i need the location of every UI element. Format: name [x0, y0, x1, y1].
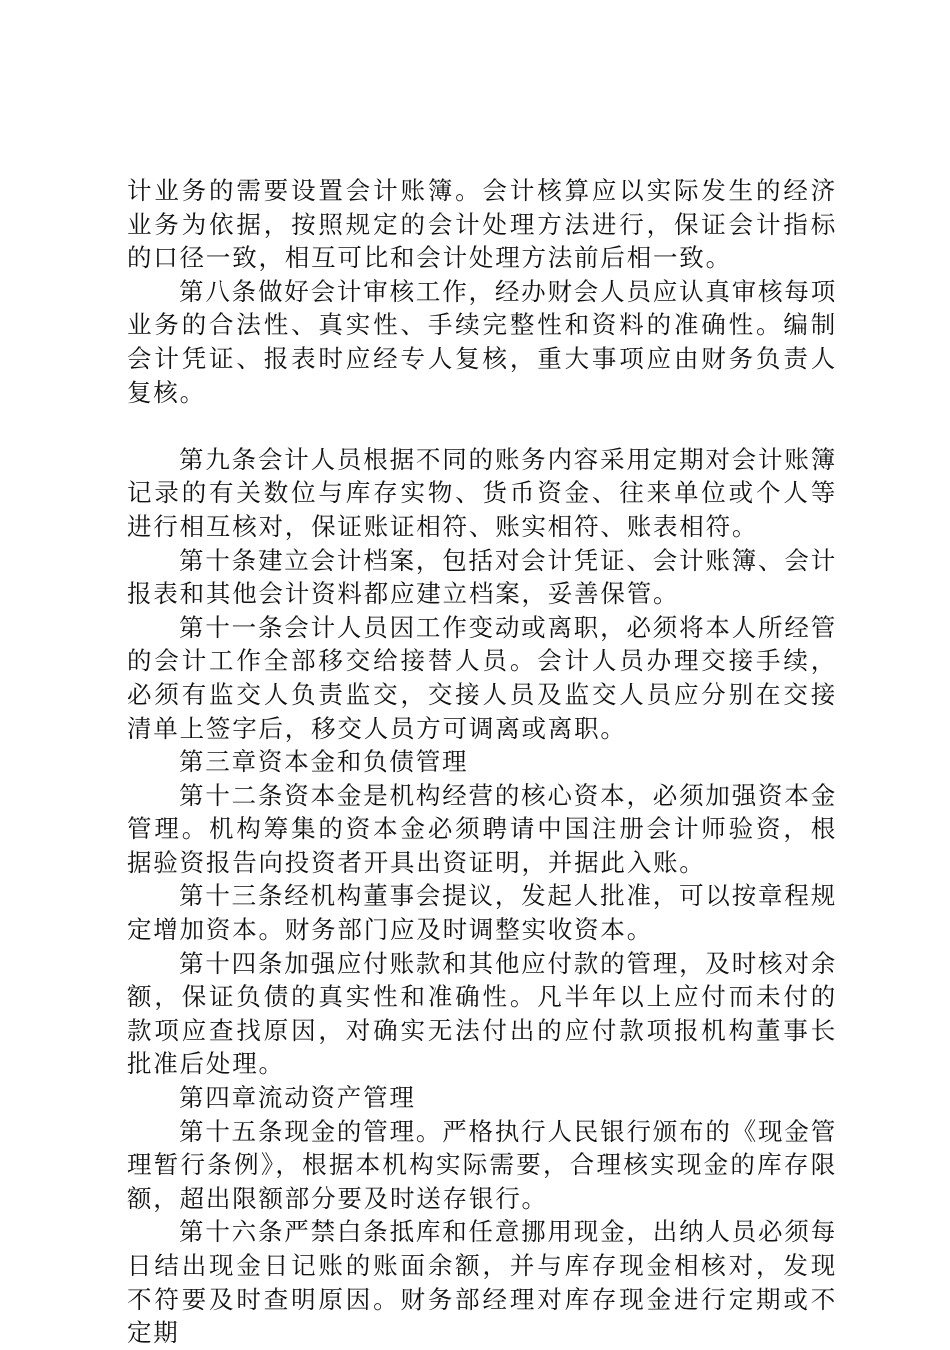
article-14-paragraph: 第十四条加强应付账款和其他应付款的管理，及时核对余额，保证负债的真实性和准确性。凡半年以上应付而未付的款项应查找原因，对确实无法付出的应付款项报机构董事长批准后处理。 — [127, 948, 837, 1079]
article-12-paragraph: 第十二条资本金是机构经营的核心资本，必须加强资本金管理。机构筹集的资本金必须聘请中国注册会计师验资，根据验资报告向投资者开具出资证明，并据此入账。 — [127, 780, 837, 877]
article-10-paragraph: 第十条建立会计档案，包括对会计凭证、会计账簿、会计报表和其他会计资料都应建立档案，妥善保管。 — [127, 545, 837, 609]
chapter-3-heading: 第三章资本金和负债管理 — [179, 747, 469, 777]
chapter-4-heading: 第四章流动资产管理 — [179, 1083, 416, 1113]
article-11-paragraph: 第十一条会计人员因工作变动或离职，必须将本人所经管的会计工作全部移交给接替人员。会计人员办理交接手续，必须有监交人负责监交，交接人员及监交人员应分别在交接清单上签字后，移交人员方可调离或离职。 — [127, 612, 837, 743]
document-body — [127, 174, 837, 1350]
paragraph-continuation: 计业务的需要设置会计账簿。会计核算应以实际发生的经济业务为依据，按照规定的会计处理方法进行，保证会计指标的口径一致，相互可比和会计处理方法前后相一致。 — [127, 176, 837, 273]
article-8-paragraph: 第八条做好会计审核工作，经办财会人员应认真审核每项业务的合法性、真实性、手续完整性和资料的准确性。编制会计凭证、报表时应经专人复核，重大事项应由财务负责人复核。 — [127, 276, 837, 407]
article-16-paragraph: 第十六条严禁白条抵库和任意挪用现金，出纳人员必须每日结出现金日记账的账面余额，并与库存现金相核对，发现不符要及时查明原因。财务部经理对库存现金进行定期或不定期 — [127, 1217, 837, 1348]
article-13-paragraph: 第十三条经机构董事会提议，发起人批准，可以按章程规定增加资本。财务部门应及时调整实收资本。 — [127, 881, 837, 945]
article-15-paragraph: 第十五条现金的管理。严格执行人民银行颁布的《现金管理暂行条例》，根据本机构实际需要，合理核实现金的库存限额，超出限额部分要及时送存银行。 — [127, 1116, 837, 1213]
article-9-paragraph: 第九条会计人员根据不同的账务内容采用定期对会计账簿记录的有关数位与库存实物、货币资金、往来单位或个人等进行相互核对，保证账证相符、账实相符、账表相符。 — [127, 444, 837, 541]
